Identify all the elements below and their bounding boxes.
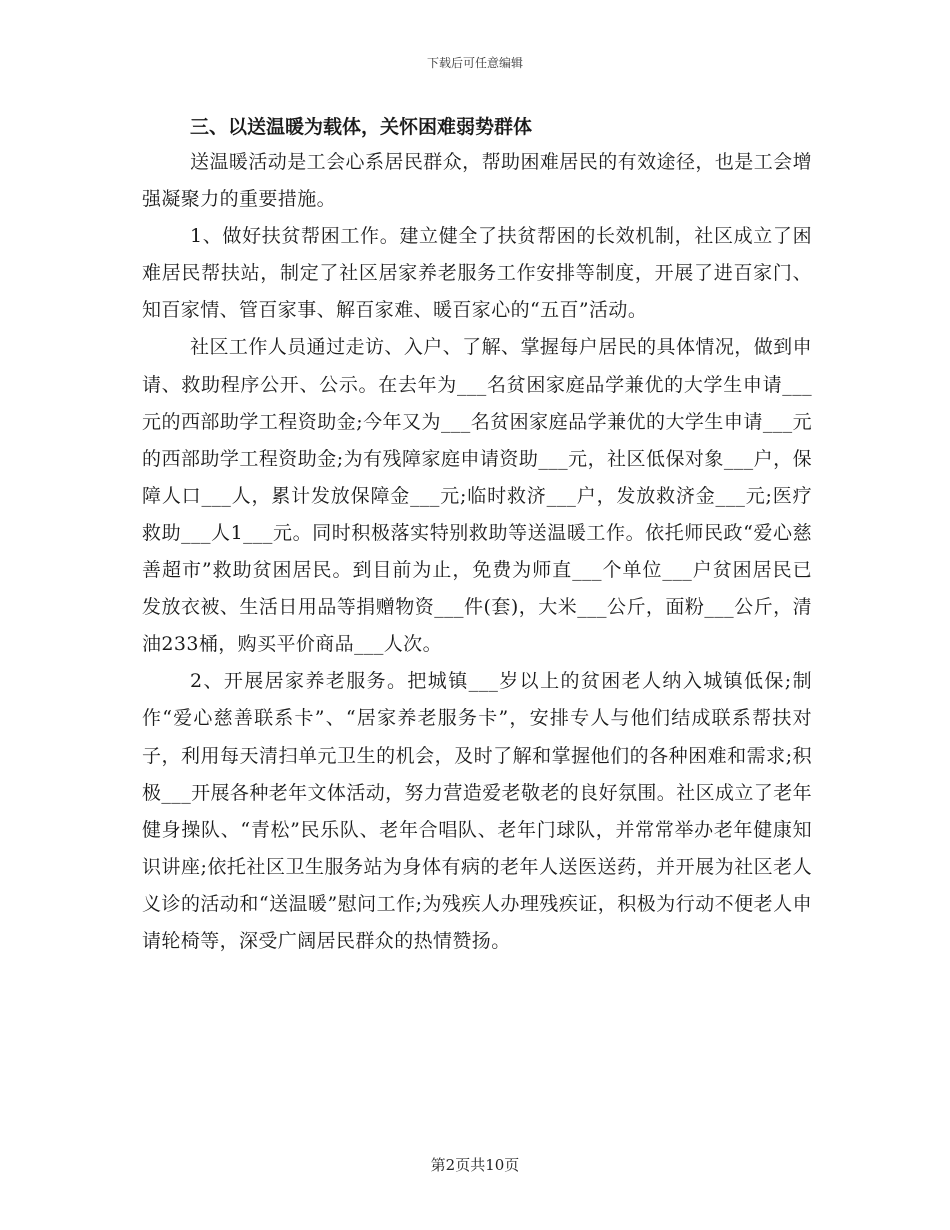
header-note: 下载后可任意编辑 [426, 56, 523, 70]
paragraph-poverty-relief: 1、做好扶贫帮困工作。建立健全了扶贫帮困的长效机制，社区成立了困难居民帮扶站，制定了社区居家养老服务工作安排等制度，开展了进百家门、知百家情、管百家事、解百家难、暖百家心的“五百”活动。 [142, 225, 812, 322]
page-number-footer: 第2页共10页 [430, 1156, 520, 1174]
paragraph-intro: 送温暖活动是工会心系居民群众，帮助困难居民的有效途径，也是工会增强凝聚力的重要措施。 [142, 151, 812, 211]
paragraph-elderly-care: 2、开展居家养老服务。把城镇___岁以上的贫困老人纳入城镇低保;制作“爱心慈善联系卡”、“居家养老服务卡”，安排专人与他们结成联系帮扶对子，利用每天清扫单元卫生的机会，及时了解和掌握他们的各种困难和需求;积极___开展各种老年文体活动，努力营造爱老敬老的良好氛围。社区成立了老年健身操队、“青松”民乐队、老年合唱队、老年门球队，并常常举办老年健康知识讲座;依托社区卫生服务站为身体有病的老年人送医送药，并开展为社区老人义诊的活动和“送温暖”慰问工作;为残疾人办理残疾证，积极为行动不便老人申请轮椅等，深受广阔居民群众的热情赞扬。 [142, 670, 812, 952]
document-body [142, 110, 812, 960]
section-heading: 三、以送温暖为载体，关怀困难弱势群体 [190, 116, 533, 138]
paragraph-community-assistance: 社区工作人员通过走访、入户、了解、掌握每户居民的具体情况，做到申请、救助程序公开、公示。在去年为___名贫困家庭品学兼优的大学生申请___元的西部助学工程资助金;今年又为___名贫困家庭品学兼优的大学生申请___元的西部助学工程资助金;为有残障家庭申请资助___元，社区低保对象___户，保障人口___人，累计发放保障金___元;临时救济___户，发放救济金___元;医疗救助___人1___元。同时积极落实特别救助等送温暖工作。依托师民政“爱心慈善超市”救助贫困居民。到目前为止，免费为师直___个单位___户贫困居民已发放衣被、生活日用品等捐赠物资___件(套)，大米___公斤，面粉___公斤，清油233桶，购买平价商品___人次。 [142, 336, 812, 656]
